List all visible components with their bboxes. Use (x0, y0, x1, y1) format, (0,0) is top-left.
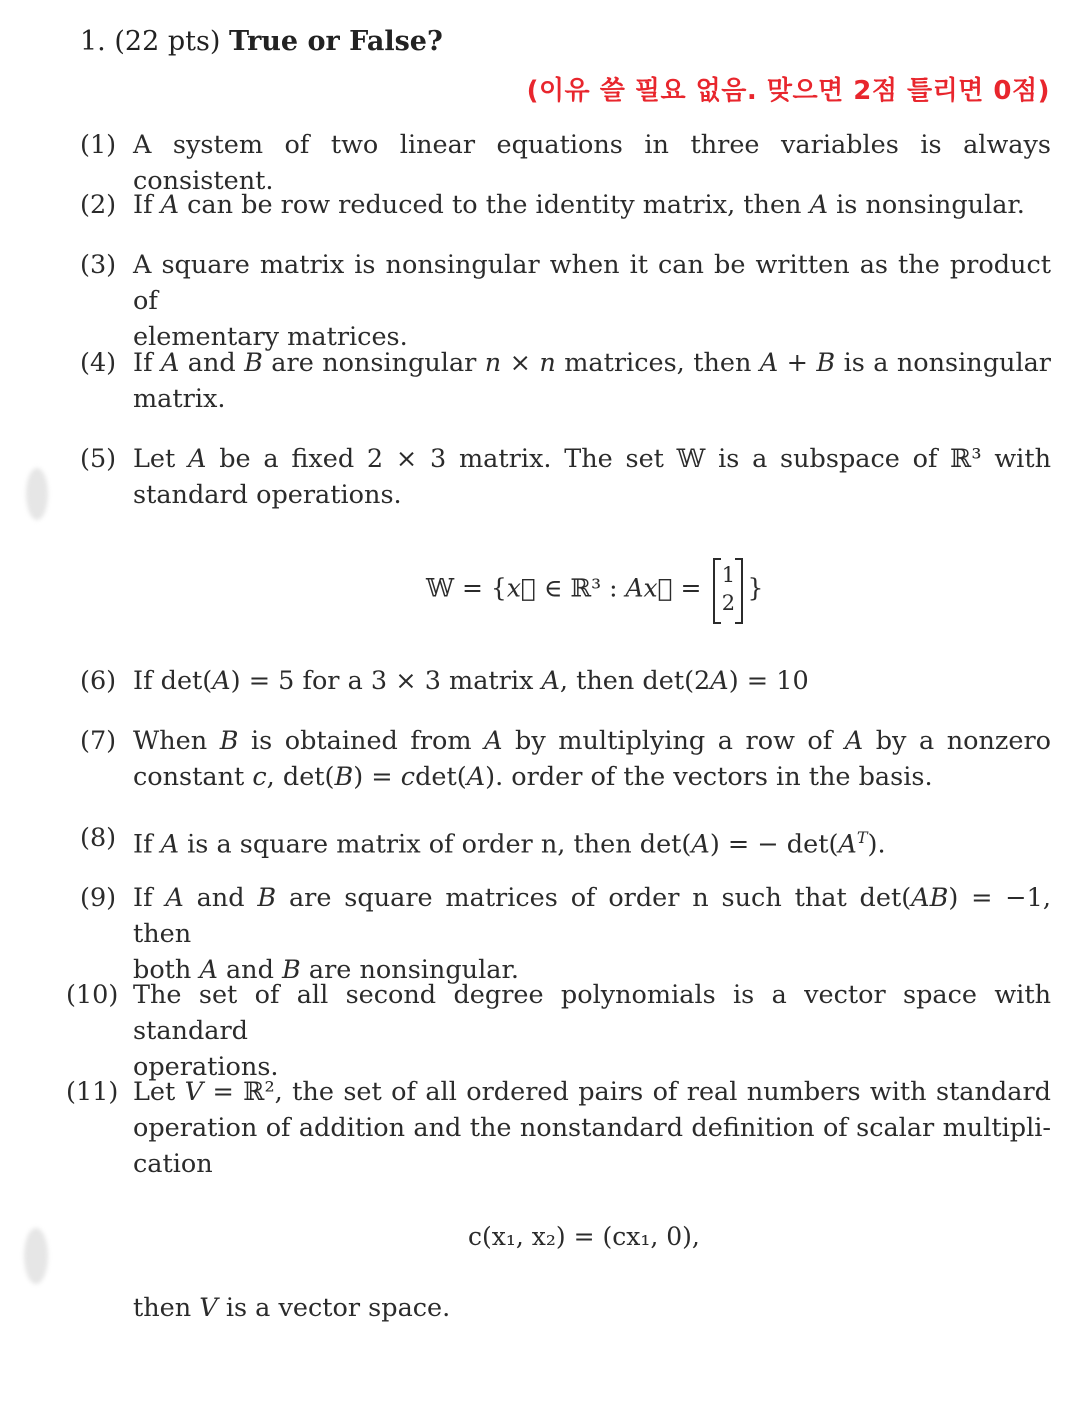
question-text-cont: operations. (133, 1052, 279, 1082)
question-text: When B is obtained from A by multiplying a row of A by a nonzero (133, 726, 1051, 756)
question-text-cont: operation of addition and the nonstandard definition of scalar multipli- (133, 1113, 1051, 1143)
problem-number: 1. (80, 26, 106, 57)
question-label: (11) (66, 1077, 119, 1107)
question-label: (1) (80, 130, 117, 160)
question-label: (7) (80, 726, 117, 756)
scalar-multiplication-equation: c(x₁, x₂) = (cx₁, 0), (468, 1222, 700, 1251)
question-text: A square matrix is nonsingular when it can be written as the product of (133, 250, 1051, 316)
question-text: If A and B are nonsingular n × n matrices, then A + B is a nonsingular (133, 348, 1051, 378)
column-vector: 1 2 (713, 558, 743, 622)
question-text-cont: cation (133, 1149, 213, 1179)
question-label: (4) (80, 348, 117, 378)
question-label: (2) (80, 190, 117, 220)
question-label: (8) (80, 823, 117, 853)
question-label: (9) (80, 883, 117, 913)
question-text-cont: both A and B are nonsingular. (133, 955, 519, 985)
question-label: (10) (66, 980, 119, 1010)
problem-points: (22 pts) (114, 26, 221, 57)
question-text: Let A be a fixed 2 × 3 matrix. The set 𝕎 is a subspace of ℝ³ with (133, 444, 1051, 474)
scan-mark (26, 468, 48, 520)
question-text-cont: matrix. (133, 384, 226, 414)
scan-mark (24, 1228, 48, 1284)
problem-heading (80, 26, 443, 57)
question-text: If A can be row reduced to the identity matrix, then A is nonsingular. (133, 190, 1025, 220)
question-text: If A and B are square matrices of order n such that det(AB) = −1, then (133, 883, 1051, 949)
problem-title: True or False? (228, 26, 443, 57)
question-text: If A is a square matrix of order n, then det(A) = − $\det(A^T)$. (133, 828, 886, 860)
question-label: (5) (80, 444, 117, 474)
question-label: (3) (80, 250, 117, 280)
question-text: The set of all second degree polynomials is a vector space with standard (133, 980, 1051, 1046)
question-text-cont: elementary matrices. (133, 322, 408, 352)
question-text-cont: constant c, det(B) = cdet(A). order of the vectors in the basis. (133, 762, 933, 792)
subspace-definition-equation: 𝕎 = {x⃗ ∈ ℝ³ : Ax⃗ = 1 2 } (426, 558, 763, 622)
question-text: Let V = ℝ², the set of all ordered pairs of real numbers with standard (133, 1077, 1051, 1107)
grading-note: (이유 쓸 필요 없음. 맞으면 2점 틀리면 0점) (526, 76, 1050, 106)
question-text: A system of two linear equations in three variables is always consistent. (133, 130, 1051, 196)
question-text-cont: then V is a vector space. (133, 1293, 451, 1323)
question-text: If det(A) = 5 for a 3 × 3 matrix A, then det(2A) = 10 (133, 666, 809, 696)
question-label: (6) (80, 666, 117, 696)
question-text-cont: standard operations. (133, 480, 402, 510)
